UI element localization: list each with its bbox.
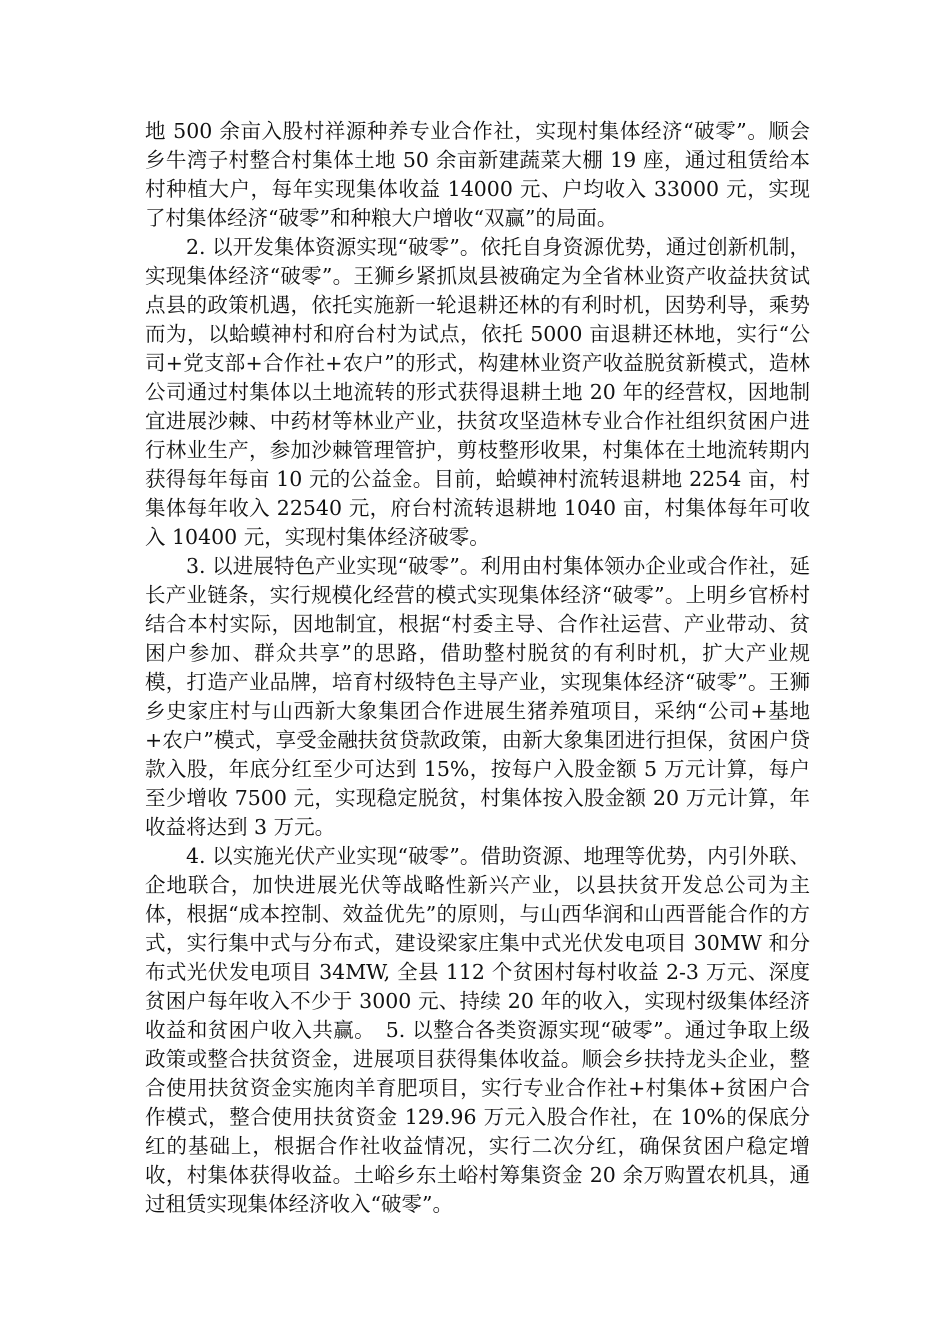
document-body [145,117,810,1219]
paragraph-4-photovoltaic-industry: 4. 以实施光伏产业实现“破零”。借助资源、地理等优势，内引外联、企地联合，加快进展光伏等战略性新兴产业，以县扶贫开发总公司为主体，根据“成本控制、效益优先”的原则，与山西华润和山西晋能合作的方式，实行集中式与分布式，建设梁家庄集中式光伏发电项目 30MW 和分布式光伏发电项目 34MW, 全县 112 个贫困村每村收益 2-3 万元、深度贫困户每年收入不少于 3000 元、持续 20 年的收入，实现村级集体经济收益和贫困户收入共赢。 5. 以整合各类资源实现“破零”。通过争取上级政策或整合扶贫资金，进展项目获得集体收益。顺会乡扶持龙头企业，整合使用扶贫资金实施肉羊育肥项目，实行专业合作社+村集体+贫困户合作模式，整合使用扶贫资金 129.96 万元入股合作社，在 10%的保底分红的基础上，根据合作社收益情况，实行二次分红，确保贫困户稳定增收，村集体获得收益。土峪乡东土峪村筹集资金 20 余万购置农机具，通过租赁实现集体经济收入“破零”。 [145,844,810,1216]
paragraph-3-characteristic-industry: 3. 以进展特色产业实现“破零”。利用由村集体领办企业或合作社，延长产业链条，实行规模化经营的模式实现集体经济“破零”。上明乡官桥村结合本村实际，因地制宜，根据“村委主导、合作社运营、产业带动、贫困户参加、群众共享”的思路，借助整村脱贫的有利时机，扩大产业规模，打造产业品牌，培育村级特色主导产业，实现集体经济“破零”。王狮乡史家庄村与山西新大象集团合作进展生猪养殖项目，采纳“公司+基地+农户”模式，享受金融扶贫贷款政策，由新大象集团进行担保，贫困户贷款入股，年底分红至少可达到 15%，按每户入股金额 5 万元计算，每户至少增收 7500 元，实现稳定脱贫，村集体按入股金额 20 万元计算，年收益将达到 3 万元。 [145,554,810,839]
paragraph-continuation: 地 500 余亩入股村祥源种养专业合作社，实现村集体经济“破零”。顺会乡牛湾子村整合村集体土地 50 余亩新建蔬菜大棚 19 座，通过租赁给本村种植大户，每年实现集体收益 14000 元、户均收入 33000 元，实现了村集体经济“破零”和种粮大户增收“双赢”的局面。 [145,119,810,230]
paragraph-2-collective-resources: 2. 以开发集体资源实现“破零”。依托自身资源优势，通过创新机制，实现集体经济“破零”。王狮乡紧抓岚县被确定为全省林业资产收益扶贫试点县的政策机遇，依托实施新一轮退耕还林的有利时机，因势利导，乘势而为，以蛤蟆神村和府台村为试点，依托 5000 亩退耕还林地，实行“公司+党支部+合作社+农户”的形式，构建林业资产收益脱贫新模式，造林公司通过村集体以土地流转的形式获得退耕土地 20 年的经营权，因地制宜进展沙棘、中药材等林业产业，扶贫攻坚造林专业合作社组织贫困户进行林业生产，参加沙棘管理管护，剪枝整形收果，村集体在土地流转期内获得每年每亩 10 元的公益金。目前，蛤蟆神村流转退耕地 2254 亩，村集体每年收入 22540 元，府台村流转退耕地 1040 亩，村集体每年可收入 10400 元，实现村集体经济破零。 [145,235,810,549]
